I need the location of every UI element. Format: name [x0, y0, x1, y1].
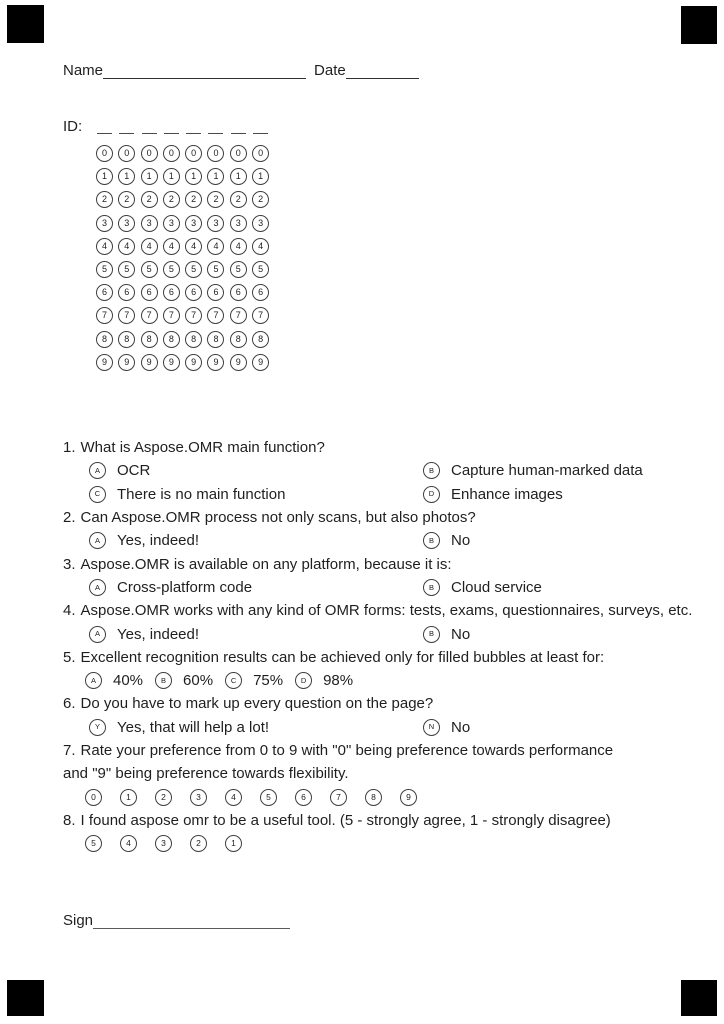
registration-mark-bottom-right	[681, 980, 717, 1016]
question-1-number: 1.	[63, 439, 76, 457]
q3-option-A-label: Cross-platform code	[117, 578, 253, 596]
q1-option-D	[423, 483, 563, 506]
questions	[63, 436, 718, 855]
q7-bubble-2[interactable]: 2	[155, 789, 172, 806]
q4-bubble-A[interactable]: A	[89, 626, 106, 643]
id-underscore-1[interactable]	[97, 119, 112, 134]
id-underscore-4[interactable]	[164, 119, 179, 134]
q1-bubble-D[interactable]: D	[423, 486, 440, 503]
q5-bubble-B[interactable]: B	[155, 672, 172, 689]
q4-option-A-label: Yes, indeed!	[117, 625, 200, 643]
question-3-line-1	[63, 552, 718, 575]
registration-mark-bottom-left	[7, 980, 44, 1016]
name-date-row	[63, 61, 419, 79]
id-bubble-col2-digit-4[interactable]: 4	[118, 238, 135, 255]
id-bubble-col7-digit-4[interactable]: 4	[230, 238, 247, 255]
q6-bubble-Y[interactable]: Y	[89, 719, 106, 736]
q6-bubble-N[interactable]: N	[423, 719, 440, 736]
id-bubble-col6-digit-8[interactable]: 8	[207, 331, 224, 348]
question-3-number: 3.	[63, 555, 76, 573]
question-3-text: Aspose.OMR is available on any platform, because it is:	[80, 555, 452, 573]
id-bubble-col3-digit-4[interactable]: 4	[141, 238, 158, 255]
question-4-text: Aspose.OMR works with any kind of OMR forms: tests, exams, questionnaires, surveys, etc.	[80, 602, 693, 620]
id-bubble-col5-digit-0[interactable]: 0	[185, 145, 202, 162]
question-6-line-1	[63, 692, 718, 715]
id-bubble-col7-digit-5[interactable]: 5	[230, 261, 247, 278]
question-2-line-1	[63, 506, 718, 529]
id-bubble-col6-digit-7[interactable]: 7	[207, 307, 224, 324]
q8-bubble-5[interactable]: 5	[85, 835, 102, 852]
q1-option-B-label: Capture human-marked data	[451, 462, 643, 480]
id-underscores	[97, 119, 268, 134]
id-bubble-col8-digit-6[interactable]: 6	[252, 284, 269, 301]
id-bubble-col8-digit-7[interactable]: 7	[252, 307, 269, 324]
q4-option-A	[89, 622, 199, 645]
id-bubble-col8-digit-4[interactable]: 4	[252, 238, 269, 255]
id-bubble-col5-digit-7[interactable]: 7	[185, 307, 202, 324]
q7-bubble-row	[85, 785, 718, 808]
q6-option-row	[63, 716, 718, 739]
q5-bubble-C[interactable]: C	[225, 672, 242, 689]
id-underscore-8[interactable]	[253, 119, 268, 134]
id-label: ID:	[63, 118, 83, 135]
q6-option-Y	[89, 716, 269, 739]
id-bubble-col7-digit-1[interactable]: 1	[230, 168, 247, 185]
q5-bubble-D[interactable]: D	[295, 672, 312, 689]
id-bubble-col4-digit-2[interactable]: 2	[163, 191, 180, 208]
q7-bubble-8[interactable]: 8	[365, 789, 382, 806]
q7-bubble-7[interactable]: 7	[330, 789, 347, 806]
q4-option-B-label: No	[451, 625, 471, 643]
q1-option-row	[63, 483, 718, 506]
id-bubble-col8-digit-1[interactable]: 1	[252, 168, 269, 185]
q5-option-B-label: 60%	[183, 672, 214, 690]
id-bubble-col1-digit-5[interactable]: 5	[96, 261, 113, 278]
q1-option-C-label: There is no main function	[117, 485, 286, 503]
id-bubble-col8-digit-9[interactable]: 9	[252, 354, 269, 371]
id-bubble-col6-digit-0[interactable]: 0	[207, 145, 224, 162]
q7-bubble-6[interactable]: 6	[295, 789, 312, 806]
q1-bubble-A[interactable]: A	[89, 462, 106, 479]
id-underscore-5[interactable]	[186, 119, 201, 134]
q3-option-B	[423, 576, 542, 599]
id-bubble-col6-digit-3[interactable]: 3	[207, 215, 224, 232]
q1-bubble-C[interactable]: C	[89, 486, 106, 503]
q7-bubble-9[interactable]: 9	[400, 789, 417, 806]
id-bubble-col4-digit-1[interactable]: 1	[163, 168, 180, 185]
id-bubble-col5-digit-6[interactable]: 6	[185, 284, 202, 301]
id-bubble-col5-digit-8[interactable]: 8	[185, 331, 202, 348]
question-6-text: Do you have to mark up every question on the page?	[80, 695, 434, 713]
id-bubble-col4-digit-0[interactable]: 0	[163, 145, 180, 162]
q8-bubble-3[interactable]: 3	[155, 835, 172, 852]
id-bubble-col2-digit-3[interactable]: 3	[118, 215, 135, 232]
q8-bubble-1[interactable]: 1	[225, 835, 242, 852]
question-8-line-1	[63, 809, 718, 832]
q2-option-A	[89, 529, 199, 552]
question-7-text: and "9" being preference towards flexibility.	[63, 765, 349, 783]
name-label: Name	[63, 62, 104, 79]
q6-option-N-label: No	[451, 718, 471, 736]
question-7-number: 7.	[63, 742, 76, 759]
q5-option-D-label: 98%	[323, 672, 354, 690]
id-bubble-col1-digit-1[interactable]: 1	[96, 168, 113, 185]
question-2-text: Can Aspose.OMR process not only scans, but also photos?	[80, 509, 476, 527]
id-bubble-col7-digit-6[interactable]: 6	[230, 284, 247, 301]
id-bubble-col6-digit-9[interactable]: 9	[207, 354, 224, 371]
id-bubble-col4-digit-3[interactable]: 3	[163, 215, 180, 232]
id-bubble-col2-digit-0[interactable]: 0	[118, 145, 135, 162]
q3-option-B-label: Cloud service	[451, 578, 542, 596]
id-underscore-3[interactable]	[142, 119, 157, 134]
id-bubble-col3-digit-6[interactable]: 6	[141, 284, 158, 301]
id-bubble-col7-digit-2[interactable]: 2	[230, 191, 247, 208]
q8-bubble-row	[85, 832, 718, 855]
q8-bubble-4[interactable]: 4	[120, 835, 137, 852]
id-bubble-col5-digit-5[interactable]: 5	[185, 261, 202, 278]
id-bubble-col3-digit-0[interactable]: 0	[141, 145, 158, 162]
q5-option-D	[295, 672, 353, 689]
id-bubble-col1-digit-4[interactable]: 4	[96, 238, 113, 255]
id-bubble-col6-digit-1[interactable]: 1	[207, 168, 224, 185]
question-5-number: 5.	[63, 648, 76, 666]
id-bubble-col7-digit-0[interactable]: 0	[230, 145, 247, 162]
id-bubble-col1-digit-0[interactable]: 0	[96, 145, 113, 162]
id-bubble-col2-digit-1[interactable]: 1	[118, 168, 135, 185]
id-bubble-col1-digit-9[interactable]: 9	[96, 354, 113, 371]
id-bubble-col4-digit-4[interactable]: 4	[163, 238, 180, 255]
q8-bubble-2[interactable]: 2	[190, 835, 207, 852]
sign-label: Sign	[63, 912, 94, 929]
id-bubble-col3-digit-8[interactable]: 8	[141, 331, 158, 348]
question-5-line-1	[63, 646, 718, 669]
id-bubble-col6-digit-4[interactable]: 4	[207, 238, 224, 255]
date-label: Date	[314, 62, 346, 79]
registration-mark-top-left	[7, 5, 44, 43]
question-2-number: 2.	[63, 509, 76, 527]
id-bubble-col7-digit-9[interactable]: 9	[230, 354, 247, 371]
id-bubble-col6-digit-6[interactable]: 6	[207, 284, 224, 301]
date-write-line[interactable]	[346, 61, 419, 79]
id-bubble-grid	[96, 145, 269, 371]
q5-bubble-A[interactable]: A	[85, 672, 102, 689]
q2-option-A-label: Yes, indeed!	[117, 532, 200, 550]
id-underscore-2[interactable]	[119, 119, 134, 134]
q3-bubble-B[interactable]: B	[423, 579, 440, 596]
question-1-line-1	[63, 436, 718, 459]
q2-option-row	[63, 529, 718, 552]
id-bubble-col4-digit-9[interactable]: 9	[163, 354, 180, 371]
q1-option-B	[423, 459, 643, 482]
id-bubble-col8-digit-0[interactable]: 0	[252, 145, 269, 162]
q1-bubble-B[interactable]: B	[423, 462, 440, 479]
q7-bubble-3[interactable]: 3	[190, 789, 207, 806]
q2-bubble-B[interactable]: B	[423, 532, 440, 549]
question-7-line-1	[63, 739, 718, 762]
id-bubble-col7-digit-3[interactable]: 3	[230, 215, 247, 232]
id-bubble-col2-digit-6[interactable]: 6	[118, 284, 135, 301]
q1-option-D-label: Enhance images	[451, 485, 563, 503]
q6-option-Y-label: Yes, that will help a lot!	[117, 718, 270, 736]
q7-bubble-0[interactable]: 0	[85, 789, 102, 806]
id-bubble-col8-digit-3[interactable]: 3	[252, 215, 269, 232]
id-bubble-col8-digit-2[interactable]: 2	[252, 191, 269, 208]
q2-option-B	[423, 529, 470, 552]
q2-bubble-A[interactable]: A	[89, 532, 106, 549]
id-bubble-col4-digit-5[interactable]: 5	[163, 261, 180, 278]
id-underscore-6[interactable]	[208, 119, 223, 134]
id-bubble-col1-digit-8[interactable]: 8	[96, 331, 113, 348]
question-5-text: Excellent recognition results can be achieved only for filled bubbles at least for:	[80, 648, 605, 666]
id-bubble-col5-digit-9[interactable]: 9	[185, 354, 202, 371]
q5-option-A-label: 40%	[113, 672, 144, 690]
id-bubble-col1-digit-2[interactable]: 2	[96, 191, 113, 208]
question-8-text: I found aspose omr to be a useful tool. (5 - strongly agree, 1 - strongly disagree)	[80, 811, 611, 829]
sign-row	[63, 911, 290, 929]
id-bubble-col8-digit-5[interactable]: 5	[252, 261, 269, 278]
id-bubble-col3-digit-7[interactable]: 7	[141, 307, 158, 324]
question-8-number: 8.	[63, 811, 76, 829]
id-bubble-col8-digit-8[interactable]: 8	[252, 331, 269, 348]
q4-option-B	[423, 622, 470, 645]
id-bubble-col2-digit-5[interactable]: 5	[118, 261, 135, 278]
q2-option-B-label: No	[451, 532, 471, 550]
question-4-line-1	[63, 599, 718, 622]
id-bubble-col5-digit-1[interactable]: 1	[185, 168, 202, 185]
q3-bubble-A[interactable]: A	[89, 579, 106, 596]
id-bubble-col2-digit-2[interactable]: 2	[118, 191, 135, 208]
q5-option-B	[155, 672, 213, 689]
question-7-line-2	[63, 762, 718, 785]
q3-option-A	[89, 576, 252, 599]
q3-option-row	[63, 576, 718, 599]
id-bubble-col2-digit-9[interactable]: 9	[118, 354, 135, 371]
q5-option-C-label: 75%	[253, 672, 284, 690]
q1-option-A	[89, 459, 150, 482]
id-bubble-col1-digit-3[interactable]: 3	[96, 215, 113, 232]
name-write-line[interactable]	[103, 61, 306, 79]
id-bubble-col1-digit-6[interactable]: 6	[96, 284, 113, 301]
id-bubble-col4-digit-7[interactable]: 7	[163, 307, 180, 324]
id-bubble-col3-digit-9[interactable]: 9	[141, 354, 158, 371]
q7-bubble-1[interactable]: 1	[120, 789, 137, 806]
question-1-text: What is Aspose.OMR main function?	[80, 439, 325, 457]
id-bubble-col3-digit-3[interactable]: 3	[141, 215, 158, 232]
q5-option-A	[85, 672, 143, 689]
q4-option-row	[63, 622, 718, 645]
id-bubble-col3-digit-1[interactable]: 1	[141, 168, 158, 185]
id-bubble-col7-digit-8[interactable]: 8	[230, 331, 247, 348]
question-6-number: 6.	[63, 695, 76, 713]
registration-mark-top-right	[681, 6, 717, 44]
id-bubble-col2-digit-7[interactable]: 7	[118, 307, 135, 324]
id-bubble-col6-digit-2[interactable]: 2	[207, 191, 224, 208]
q4-bubble-B[interactable]: B	[423, 626, 440, 643]
id-bubble-col4-digit-6[interactable]: 6	[163, 284, 180, 301]
q7-bubble-5[interactable]: 5	[260, 789, 277, 806]
q5-option-C	[225, 672, 283, 689]
q1-option-row	[63, 459, 718, 482]
question-7-text: Rate your preference from 0 to 9 with "0" being preference towards performance	[80, 742, 614, 759]
id-bubble-col5-digit-3[interactable]: 3	[185, 215, 202, 232]
id-bubble-col5-digit-4[interactable]: 4	[185, 238, 202, 255]
id-bubble-col3-digit-5[interactable]: 5	[141, 261, 158, 278]
q1-option-C	[89, 483, 285, 506]
id-bubble-col1-digit-7[interactable]: 7	[96, 307, 113, 324]
id-bubble-col3-digit-2[interactable]: 2	[141, 191, 158, 208]
id-bubble-col4-digit-8[interactable]: 8	[163, 331, 180, 348]
question-4-number: 4.	[63, 602, 76, 620]
id-bubble-col7-digit-7[interactable]: 7	[230, 307, 247, 324]
q7-bubble-4[interactable]: 4	[225, 789, 242, 806]
id-bubble-col5-digit-2[interactable]: 2	[185, 191, 202, 208]
q1-option-A-label: OCR	[117, 462, 151, 480]
id-underscore-7[interactable]	[231, 119, 246, 134]
id-bubble-col2-digit-8[interactable]: 8	[118, 331, 135, 348]
id-bubble-col6-digit-5[interactable]: 5	[207, 261, 224, 278]
sign-write-line[interactable]	[93, 911, 290, 929]
q5-option-row	[85, 669, 718, 692]
q6-option-N	[423, 716, 470, 739]
